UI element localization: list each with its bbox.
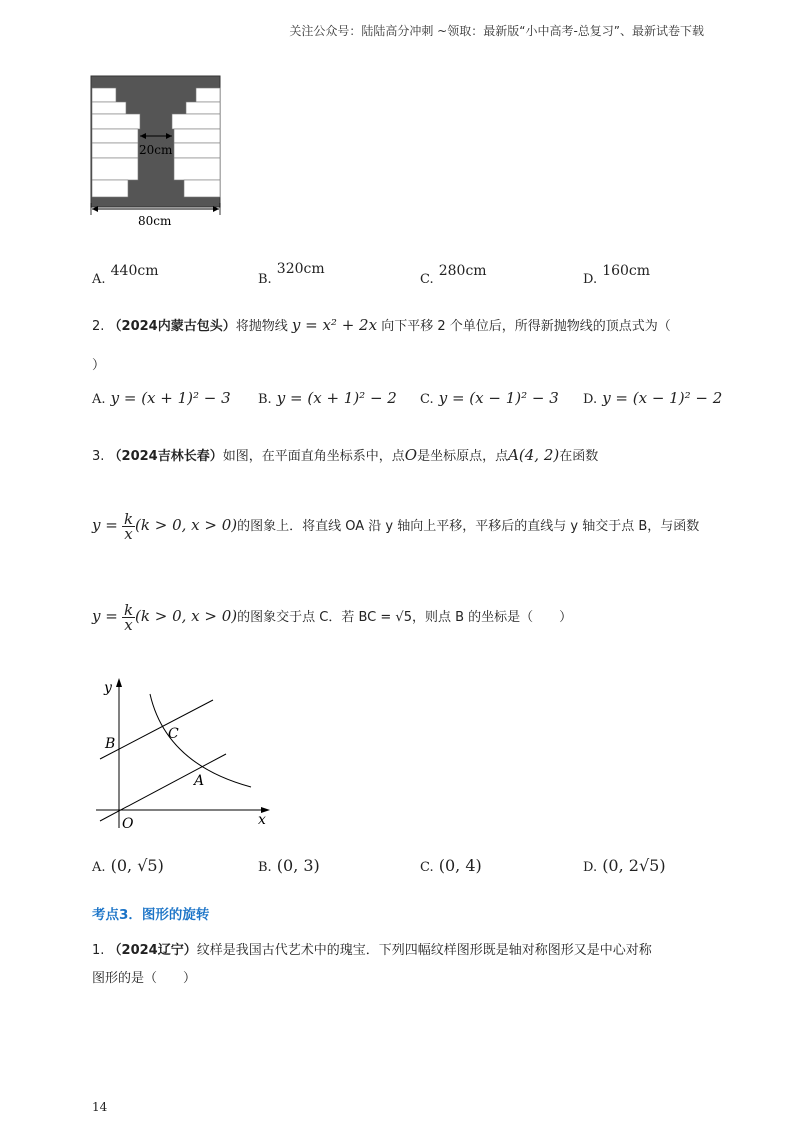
figure-rectangles bbox=[90, 75, 225, 230]
function-fraction: $\frac{k}{x}$ bbox=[123, 510, 134, 543]
function-fraction-2: $\frac{k}{x}$ bbox=[123, 601, 134, 634]
section-title: 考点3．图形的旋转 bbox=[92, 907, 210, 923]
point-a-label: A bbox=[194, 773, 205, 789]
x-axis-label: x bbox=[258, 812, 266, 828]
q1-option-d[interactable]: $_{D.}$ 160cm bbox=[583, 263, 651, 287]
page-number: 14 bbox=[92, 1100, 108, 1114]
q1-option-c[interactable]: $_{C.}$ 280cm bbox=[420, 263, 487, 287]
coordinate-graph bbox=[88, 672, 278, 837]
q1-option-a[interactable]: $_{A.}$ 440cm bbox=[92, 263, 159, 287]
question-rotation-1: 1. （2024辽宁）纹样是我国古代艺术中的瑰宝．下列四幅纹样图形既是轴对称图形又是中心对称 bbox=[92, 943, 652, 958]
question-3-line-2: y = $\frac{k}{x}$ (k > 0, x > 0)的图象上．将直线 OA 沿 y 轴向上平移，平移后的直线与 y 轴交于点 B，与函数 bbox=[92, 510, 700, 543]
question-3: 3. （2024吉林长春）如图，在平面直角坐标系中，点O是坐标原点，点A(4, 2)在函数 bbox=[92, 446, 599, 464]
q3-option-c[interactable]: C. (0, 4) bbox=[420, 856, 482, 875]
q3-option-d[interactable]: D. (0, 2√5) bbox=[583, 856, 666, 875]
origin-label: O bbox=[122, 816, 134, 832]
q2-option-c[interactable]: C. y = (x − 1)² − 3 bbox=[420, 389, 559, 407]
point-c-label: C bbox=[168, 726, 179, 742]
q2-option-d[interactable]: D. y = (x − 1)² − 2 bbox=[583, 389, 723, 407]
question-2: 2. （2024内蒙古包头）将抛物线 y = x² + 2x 向下平移 2 个单位后，所得新抛物线的顶点式为（ bbox=[92, 316, 671, 334]
q2-option-a[interactable]: A. y = (x + 1)² − 3 bbox=[92, 389, 231, 407]
q1-option-b[interactable]: $_{B.}$ 320cm bbox=[258, 261, 325, 287]
outer-width-label: 80cm bbox=[138, 214, 172, 228]
question-rotation-1-line-2: 图形的是（ ） bbox=[92, 971, 197, 986]
question-3-line-3: y = $\frac{k}{x}$ (k > 0, x > 0)的图象交于点 C．若 BC = √5，则点 B 的坐标是（ ） bbox=[92, 601, 573, 634]
inner-width-label: 20cm bbox=[139, 143, 173, 157]
point-b-label: B bbox=[105, 736, 116, 752]
y-axis-label: y bbox=[104, 680, 112, 696]
question-2-close: ） bbox=[92, 358, 106, 373]
page-header: 关注公众号：陆陆高分冲刺 ~领取：最新版“小中高考-总复习”、最新试卷下载 bbox=[289, 24, 704, 38]
q3-option-a[interactable]: A. (0, √5) bbox=[92, 856, 164, 875]
q2-option-b[interactable]: B. y = (x + 1)² − 2 bbox=[258, 389, 397, 407]
q3-option-b[interactable]: B. (0, 3) bbox=[258, 856, 320, 875]
